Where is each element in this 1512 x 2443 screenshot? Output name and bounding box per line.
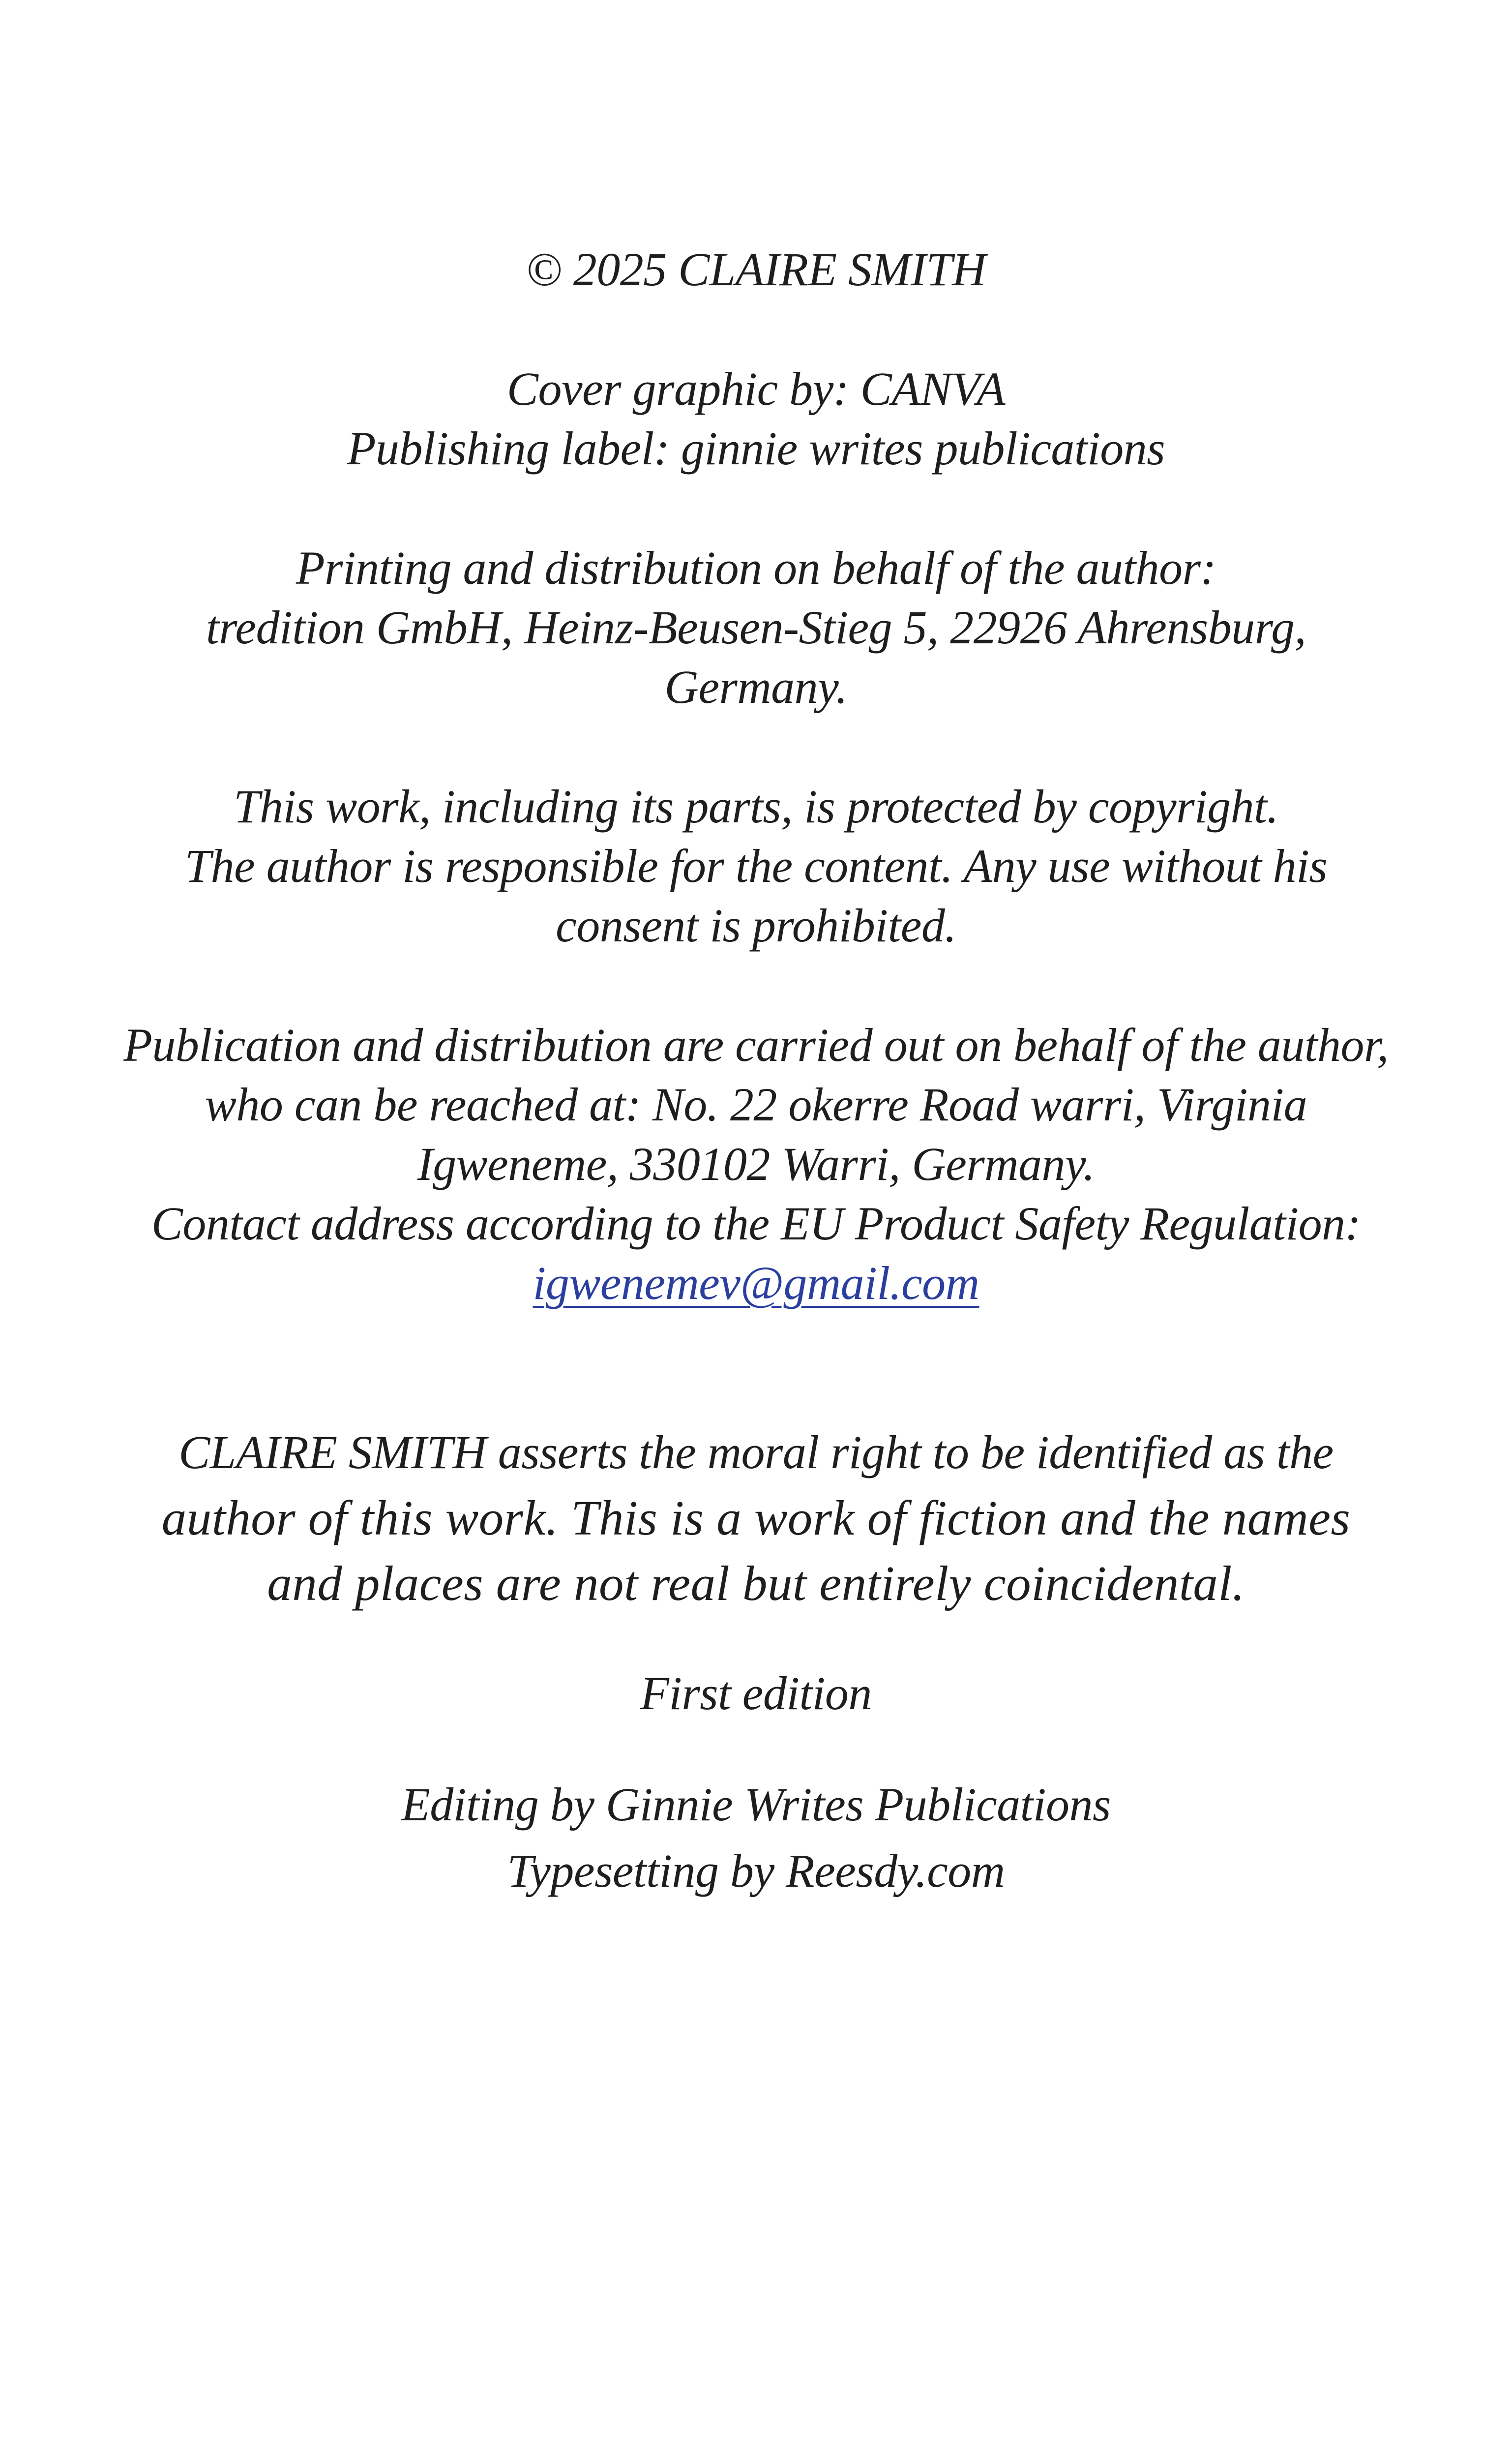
- copyright-notice: © 2025 CLAIRE SMITH: [526, 243, 986, 296]
- contact-email-link[interactable]: igwenemev@gmail.com: [533, 1257, 979, 1309]
- moral-rights-line-2: author of this work. This is a work of fiction and the names: [161, 1490, 1351, 1545]
- publishing-label: Publishing label: ginnie writes publications: [347, 422, 1165, 475]
- editing-credit: Editing by Ginnie Writes Publications: [401, 1778, 1111, 1831]
- protection-line-1: This work, including its parts, is protected by copyright.: [234, 780, 1278, 833]
- moral-rights-line-1: CLAIRE SMITH asserts the moral right to be identified as the: [178, 1426, 1334, 1478]
- publication-line-2: who can be reached at: No. 22 okerre Road warri, Virginia: [205, 1078, 1307, 1131]
- protection-line-3: consent is prohibited.: [556, 899, 956, 952]
- printing-line-1: Printing and distribution on behalf of the author:: [296, 542, 1216, 594]
- typesetting-credit: Typesetting by Reesdy.com: [507, 1844, 1005, 1897]
- cover-credit: Cover graphic by: CANVA: [506, 362, 1006, 415]
- printing-line-3: Germany.: [664, 661, 848, 713]
- publication-line-4: Contact address according to the EU Product Safety Regulation:: [151, 1197, 1361, 1250]
- publication-line-1: Publication and distribution are carried out on behalf of the author,: [123, 1019, 1389, 1071]
- protection-line-2: The author is responsible for the content. Any use without his: [184, 840, 1328, 892]
- contact-email-row: [0, 1254, 1512, 1313]
- printing-line-2: tredition GmbH, Heinz-Beusen-Stieg 5, 22926 Ahrensburg,: [206, 601, 1306, 654]
- moral-rights-line-3: and places are not real but entirely coincidental.: [267, 1556, 1245, 1611]
- publication-line-3: Igweneme, 330102 Warri, Germany.: [417, 1138, 1095, 1190]
- edition-statement: First edition: [640, 1667, 872, 1719]
